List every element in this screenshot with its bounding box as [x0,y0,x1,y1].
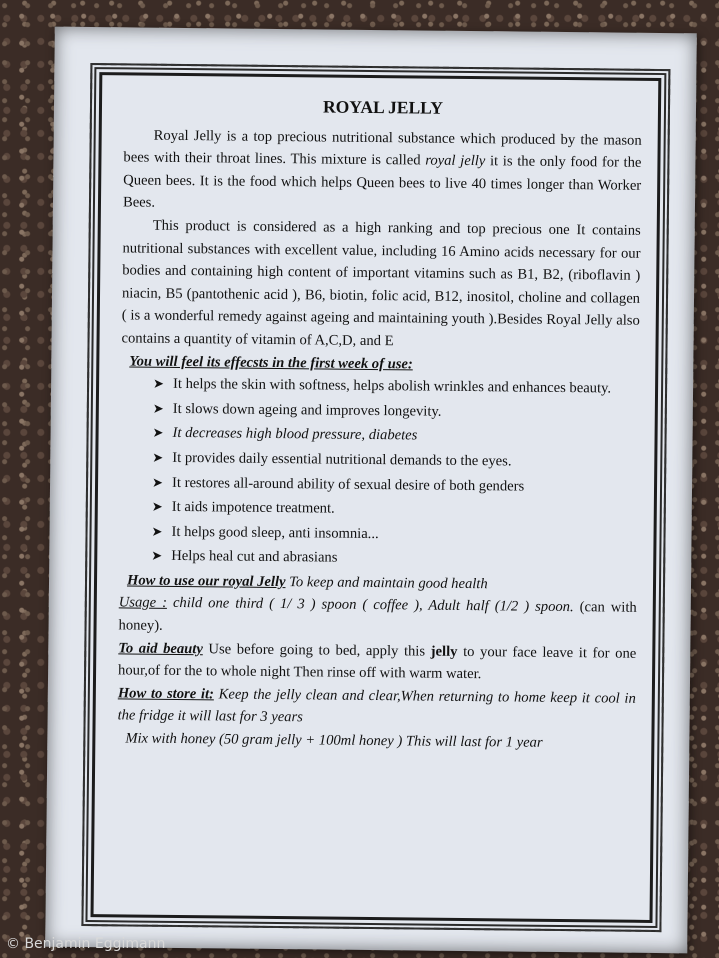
arrow-bullet-icon: ➤ [151,547,163,564]
store-heading: How to store it: [117,685,214,703]
printed-sheet [45,27,697,954]
arrow-bullet-icon: ➤ [153,375,165,391]
store-paragraph [118,682,636,733]
usage-heading: How to use our royal Jelly [126,572,286,590]
list-item: ➤ It slows down ageing and improves longevity. [153,397,639,425]
usage-text: child one third ( 1/ 3 ) spoon ( coffee ), Adult half (1/2 ) spoon. [172,595,574,616]
decorative-border [91,72,662,923]
usage-label: Usage : [118,594,168,612]
vitamins-paragraph: This product is considered as a high ranking and top precious one It contains nutritional substances with excellent value, including 16 Amino acids necessary for our bodies and containing high content of important vitamins such as B1, B2, (riboflavin ) niacin, B5 (pantothenic acid ), B6, biotin, folic acid, B12, inositol, choline and collagen ( is a wonderful remedy against ageing and maintaining youth ).Besides Royal Jelly also contains a quantity of vitamin of A,C,D, and E [121,217,641,350]
beauty-bold: jelly [430,643,458,660]
arrow-bullet-icon: ➤ [151,498,163,514]
usage-text-rest: (can with honey). [118,599,637,634]
list-item: ➤ It provides daily essential nutritional demands to the eyes. [152,447,638,475]
beauty-paragraph [118,637,636,688]
beauty-heading: To aid beauty [118,640,203,657]
intro-paragraph [123,124,642,220]
list-item: ➤ Helps heal cut and abrasians [151,545,637,573]
copyright-watermark: © Benjamin Eggimann [6,936,166,952]
list-item: ➤ It helps good sleep, anti insomnia... [151,520,637,548]
arrow-bullet-icon: ➤ [152,425,164,441]
list-item: ➤ It aids impotence treatment. [152,496,638,524]
list-item: ➤ It decreases high blood pressure, diabetes [152,422,638,450]
page-title: ROYAL JELLY [323,96,444,118]
store-text: Keep the jelly clean and clear,When returning to home keep it cool in the fridge it will last for 3 years [117,686,636,726]
arrow-bullet-icon: ➤ [152,400,164,416]
usage-paragraph [118,592,636,643]
arrow-bullet-icon: ➤ [151,523,163,539]
beauty-text-rest: to your face leave it for one hour,of for the to whole night Then rinse off with warm water. [118,643,637,683]
list-item: ➤ It restores all-around ability of sexual desire of both genders [152,471,638,499]
beauty-text: Use before going to bed, apply this [208,640,426,660]
intro-rest: it is the only food for the Queen bees. It is the food which helps Queen bees to live 40 times longer than Worker Bees. [122,153,642,212]
usage-heading-rest: To keep and maintain good health [289,574,488,593]
intro-text: Royal Jelly is a top precious nutritional substance which produced by the mason bees with their throat lines. This mixture is called [123,127,642,169]
effects-heading: You will feel its effecsts in the first week of use: [129,352,413,372]
list-item: ➤ It helps the skin with softness, helps abolish wrinkles and enhances beauty. [153,373,639,401]
arrow-bullet-icon: ➤ [152,449,164,465]
effects-list [119,373,639,573]
arrow-bullet-icon: ➤ [151,474,164,490]
intro-italic: royal jelly [425,152,486,170]
sheet-content [117,93,642,755]
honey-line: Mix with honey (50 gram jelly + 100ml honey ) This will last for 1 year [125,730,543,751]
